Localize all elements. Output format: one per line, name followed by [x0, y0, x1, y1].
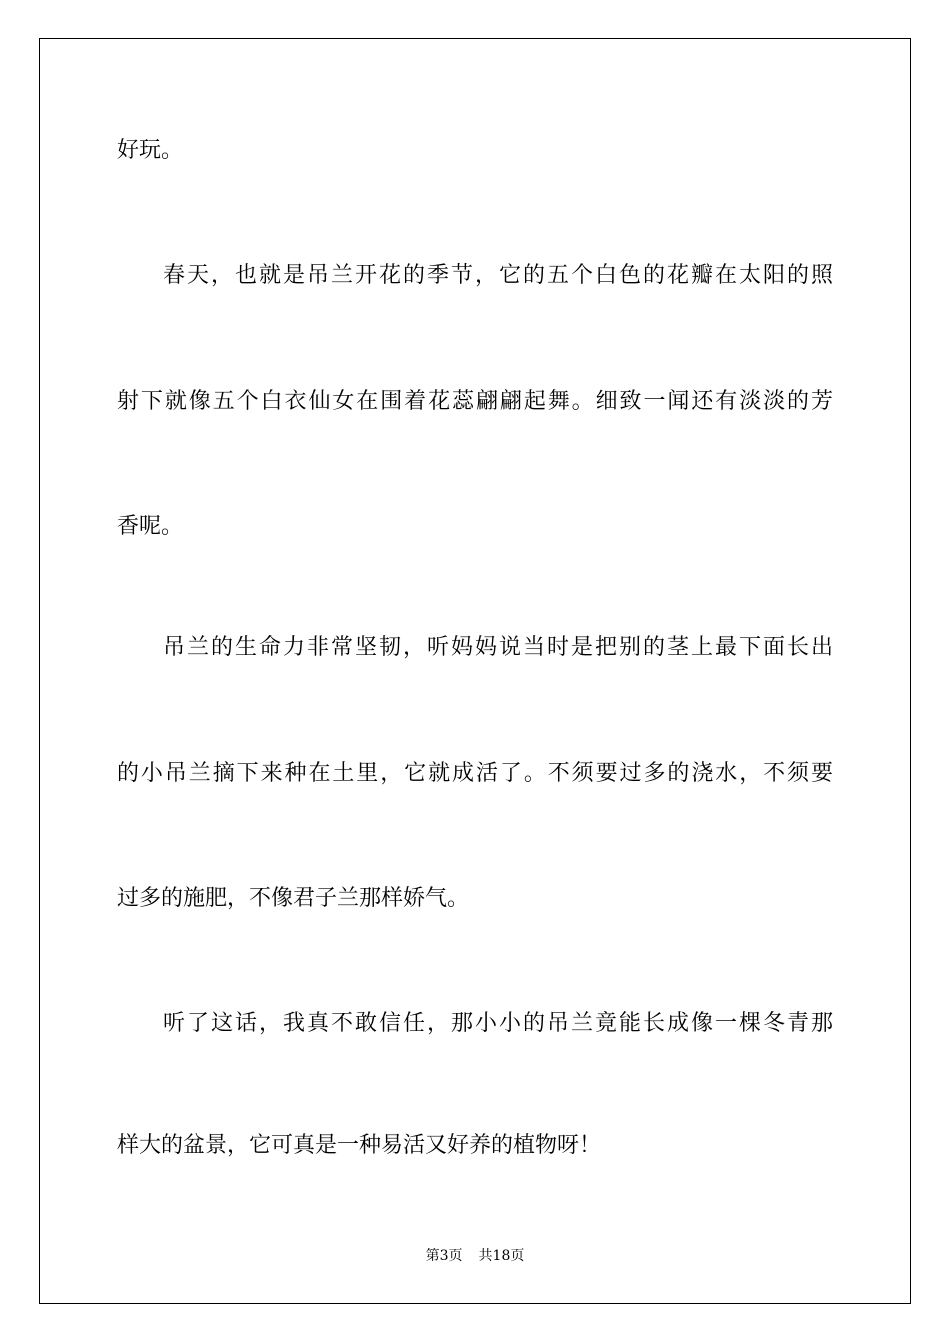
paragraph-line: 吊兰的生命力非常坚韧，听妈妈说当时是把别的茎上最下面长出 — [163, 635, 833, 660]
paragraph-line: 的小吊兰摘下来种在土里，它就成活了。不须要过多的浇水，不须要 — [117, 761, 833, 786]
page-footer — [0, 1247, 950, 1265]
page-border — [39, 38, 911, 1304]
paragraph-line: 春天，也就是吊兰开花的季节，它的五个白色的花瓣在太阳的照 — [163, 263, 833, 288]
page-number: 第3页 — [425, 1248, 463, 1264]
paragraph-line: 香呢。 — [117, 514, 184, 539]
paragraph-line: 听了这话，我真不敢信任，那小小的吊兰竟能长成像一棵冬青那 — [163, 1011, 833, 1036]
paragraph-line: 过多的施肥，不像君子兰那样娇气。 — [117, 886, 470, 911]
paragraph-line: 样大的盆景，它可真是一种易活又好养的植物呀！ — [117, 1133, 602, 1158]
page-total: 共18页 — [478, 1248, 525, 1264]
paragraph-line: 好玩。 — [117, 138, 184, 163]
paragraph-line: 射下就像五个白衣仙女在围着花蕊翩翩起舞。细致一闻还有淡淡的芳 — [117, 389, 833, 414]
